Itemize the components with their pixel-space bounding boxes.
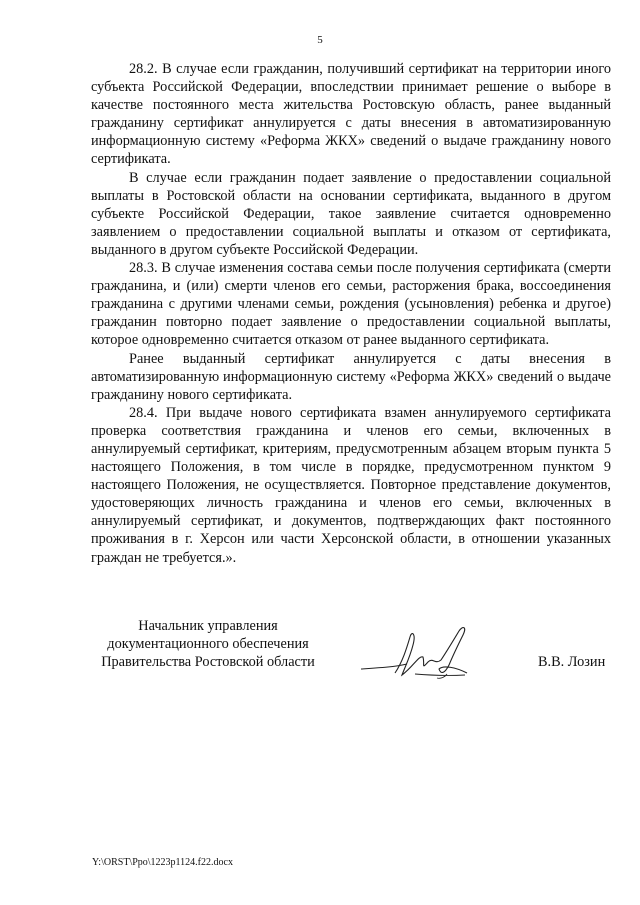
- paragraph-28-3: 28.3. В случае изменения состава семьи после получения сертификата (смерти гражданина, и (или) смерти членов его семьи, расторжения брака, воссоединения гражданина с другими членами семьи, рождения (усыновления) ребенка и другое) гражданин повторно подает заявление о предоставлении социальной выплаты, которое одновременно считается отказом от ранее выданного сертификата.: [91, 260, 611, 349]
- signatory-title-line: документационного обеспечения: [107, 636, 309, 652]
- page-number: 5: [317, 34, 323, 46]
- handwritten-signature: [355, 617, 490, 687]
- paragraph-28-4: 28.4. При выдаче нового сертификата взамен аннулируемого сертификата проверка соответствия гражданина и членов его семьи, включенных в аннулируемый сертификат, критериям, предусмотренным абзацем вторым пункта 5 настоящего Положения, в том числе в порядке, предусмотренном пунктом 9 настоящего Положения, не осуществляется. Повторное представление документов, удостоверяющих личность гражданина и членов его семьи, включенных в аннулируемый сертификат, и документов, подтверждающих факт постоянного проживания в г. Херсон или части Херсонской области, в отношении указанных граждан не требуется.».: [91, 404, 611, 566]
- signatory-name: В.В. Лозин: [538, 654, 606, 670]
- signatory-title-line: Начальник управления: [138, 618, 278, 634]
- file-path: Y:\ORST\Ppo\1223p1124.f22.docx: [92, 857, 233, 868]
- signature-block: [0, 617, 640, 687]
- paragraph-certificate-refusal: В случае если гражданин подает заявление о предоставлении социальной выплаты в Ростовской области на основании сертификата, выданного в другом субъекте Российской Федерации, такое заявление считается одновременно заявлением о предоставлении социальной выплаты и отказом от сертификата, выданного в другом субъекте Российской Федерации.: [91, 169, 611, 258]
- paragraph-28-2: 28.2. В случае если гражданин, получивший сертификат на территории иного субъекта Российской Федерации, впоследствии принимает решение о выборе в качестве постоянного места жительства Ростовскую область, ранее выданный гражданину сертификат аннулируется с даты внесения в автоматизированную информационную систему «Реформа ЖКХ» сведений о выдаче гражданину нового сертификата.: [91, 61, 611, 168]
- document-body: [91, 60, 611, 567]
- signatory-title-line: Правительства Ростовской области: [101, 654, 315, 670]
- paragraph-annulment: Ранее выданный сертификат аннулируется с даты внесения в автоматизированную информационную систему «Реформа ЖКХ» сведений о выдаче гражданину нового сертификата.: [91, 350, 611, 403]
- signatory-title: [88, 617, 328, 671]
